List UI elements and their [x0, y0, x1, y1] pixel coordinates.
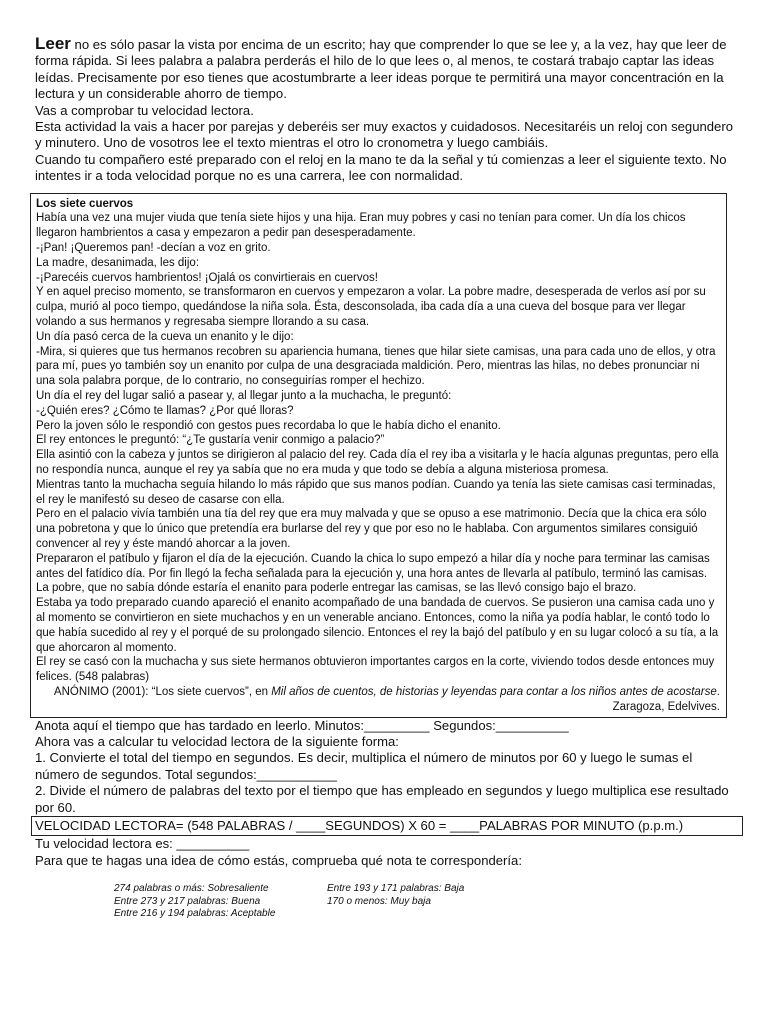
source-book-title: Mil años de cuentos, de historias y leyendas para contar a los niños antes de acostarse: [271, 685, 717, 698]
story-box: [30, 193, 727, 718]
lead-word: Leer: [35, 34, 71, 53]
grade-item: Entre 193 y 171 palabras: Baja: [327, 883, 465, 895]
story-paragraph: Pero en el palacio vivía también una tía del rey que era muy malvada y que se opuso a ese matrimonio. Decía que la chica era sólo una pobretona y que lo único que pretendía era burlarse del rey y que por eso no le hablaba. Con argumentos similares consiguió convencer al rey y éste mandó ahorcar a la joven.: [36, 508, 707, 550]
intro-paragraph-2: Vas a comprobar tu velocidad lectora.: [35, 102, 254, 118]
story-paragraph: -Mira, si quieres que tus hermanos recobren su apariencia humana, tienes que hilar siete camisas, una para cada uno de ellos, y otra para mí, pues yo también soy un enanito por culpa de una desgraciada maldición. Pero, mientras las hilas, no debes pronunciar ni una sola palabra porque, de lo contrario, no conseguirías romper el hechizo.: [36, 345, 716, 388]
grade-item: 170 o menos: Muy baja: [327, 895, 431, 907]
story-paragraph: Pero la joven sólo le respondió con gestos pues recordaba lo que le había dicho el enanito.: [36, 419, 501, 432]
grade-item: Entre 216 y 194 palabras: Aceptable: [114, 908, 276, 920]
source-suffix: . Zaragoza, Edelvives.: [612, 685, 720, 713]
story-source: [36, 685, 720, 715]
calc-intro: Ahora vas a calcular tu velocidad lectora de la siguiente forma:: [35, 733, 399, 749]
story-paragraph: Prepararon el patíbulo y fijaron el día de la ejecución. Cuando la chica lo supo empezó a hilar día y noche para terminar las camisas antes del fatídico día. Por fin llegó la fecha señalada para la ejecución y, una hora antes de llevarla al patíbulo, terminó las camisas. La pobre, que no sabía dónde estaría el enanito para poderle entregar las camisas, se las llevó consigo bajo el brazo.: [36, 552, 710, 595]
grade-item: Entre 273 y 217 palabras: Buena: [114, 895, 261, 907]
story-paragraph: -¿Quién eres? ¿Cómo te llamas? ¿Por qué lloras?: [36, 404, 294, 417]
grade-column-left: [114, 883, 327, 921]
story-paragraph: El rey se casó con la muchacha y sus siete hermanos obtuvieron importantes cargos en la corte, viviendo todos desde entonces muy felices. (548 palabras): [36, 656, 715, 684]
story-paragraph: El rey entonces le preguntó: “¿Te gustaría venir conmigo a palacio?”: [36, 434, 385, 447]
story-paragraph: Mientras tanto la muchacha seguía hilando lo más rápido que sus manos podían. Cuando ya tenía las siete camisas casi terminadas, el rey le manifestó su deseo de casarse con ella.: [36, 478, 716, 506]
formula-box: VELOCIDAD LECTORA= (548 PALABRAS / ____SEGUNDOS) X 60 = ____PALABRAS POR MINUTO (p.p.m.): [31, 816, 743, 836]
grade-scale: [114, 883, 735, 921]
story-paragraph: -¡Pan! ¡Queremos pan! -decían a voz en grito.: [36, 242, 271, 255]
intro-section: [35, 36, 735, 185]
story-paragraph: Un día pasó cerca de la cueva un enanito y le dijo:: [36, 330, 294, 343]
grade-column-right: [327, 883, 540, 921]
time-entry-line: Anota aquí el tiempo que has tardado en leerlo. Minutos:_________ Segundos:__________: [35, 717, 569, 733]
story-paragraph: -¡Parecéis cuervos hambrientos! ¡Ojalá os convirtierais en cuervos!: [36, 271, 378, 284]
intro-paragraph-1-text: no es sólo pasar la vista por encima de un escrito; hay que comprender lo que se lee y, a la vez, hay que leer de forma rápida. Si lees palabra a palabra perderás el hilo de lo que lees o, al menos, te costará trabajo captar las ideas leídas. Precisamente por eso tienes que acostumbrarte a leer ideas porque te permitirá una mayor concentración en la lectura y un considerable ahorro de tiempo.: [35, 37, 727, 102]
story-paragraph: Un día el rey del lugar salió a pasear y, al llegar junto a la muchacha, le preguntó:: [36, 390, 452, 403]
story-paragraph: Y en aquel preciso momento, se transformaron en cuervos y empezaron a volar. La pobre madre, desesperada de verlos así por su culpa, murió al poco tiempo, quedándose la niña sola. Ésta, desconsolada, iba cada día a una cueva del bosque para ver llegar volando a sus hermanos y regresaba siempre llorando a su casa.: [36, 286, 706, 329]
your-speed-line: Tu velocidad lectora es: __________: [35, 836, 250, 852]
intro-paragraph-4: Cuando tu compañero esté preparado con el reloj en la mano te da la señal y tú comienzas a leer el siguiente texto. No intentes ir a toda velocidad porque no es una carrera, lee con normalidad.: [35, 151, 727, 184]
worksheet-page: [35, 36, 735, 921]
grade-intro: Para que te hagas una idea de cómo estás, comprueba qué nota te correspondería:: [35, 852, 522, 868]
calc-step-2: 2. Divide el número de palabras del texto por el tiempo que has empleado en segundos y luego multiplica ese resultado por 60.: [35, 783, 729, 815]
calculation-section: [35, 718, 735, 870]
intro-paragraph-3: Esta actividad la vais a hacer por parejas y deberéis ser muy exactos y cuidadosos. Necesitaréis un reloj con segundero y minutero. Uno de vosotros lee el texto mientras el otro lo cronometra y luego cambiáis.: [35, 119, 733, 151]
story-paragraph: Estaba ya todo preparado cuando apareció el enanito acompañado de una bandada de cuervos. Se pusieron una camisa cada uno y al momento se convirtieron en siete muchachos y en un venerable anciano. Entonces, como la niña ya podía hablar, le contó todo lo que había sucedido al rey y el porqué de su prolongado silencio. Entonces el rey la bajó del patíbulo y en su lugar colocó a su tía, a la que ahorcaron al momento.: [36, 597, 719, 654]
grade-item: 274 palabras o más: Sobresaliente: [114, 883, 269, 895]
intro-paragraph-1: [35, 36, 735, 103]
story-paragraph: Ella asintió con la cabeza y juntos se dirigieron al palacio del rey. Cada día el rey iba a visitarla y le hacía algunas preguntas, pero ella no respondía nunca, aunque el rey ya sabía que no era muda y que todo se debía a alguna misteriosa promesa.: [36, 449, 719, 476]
story-title: Los siete cuervos: [36, 197, 134, 210]
story-paragraph: La madre, desanimada, les dijo:: [36, 256, 200, 269]
source-prefix: ANÓNIMO (2001): “Los siete cuervos”, en: [53, 685, 272, 698]
calc-step-1: 1. Convierte el total del tiempo en segundos. Es decir, multiplica el número de minutos por 60 y luego le sumas el número de segundos. Total segundos:___________: [35, 750, 693, 782]
story-paragraph: Había una vez una mujer viuda que tenía siete hijos y una hija. Eran muy pobres y casi no tenían para comer. Un día los chicos llegaron hambrientos a casa y empezaron a pedir pan desesperadamente.: [36, 212, 686, 240]
